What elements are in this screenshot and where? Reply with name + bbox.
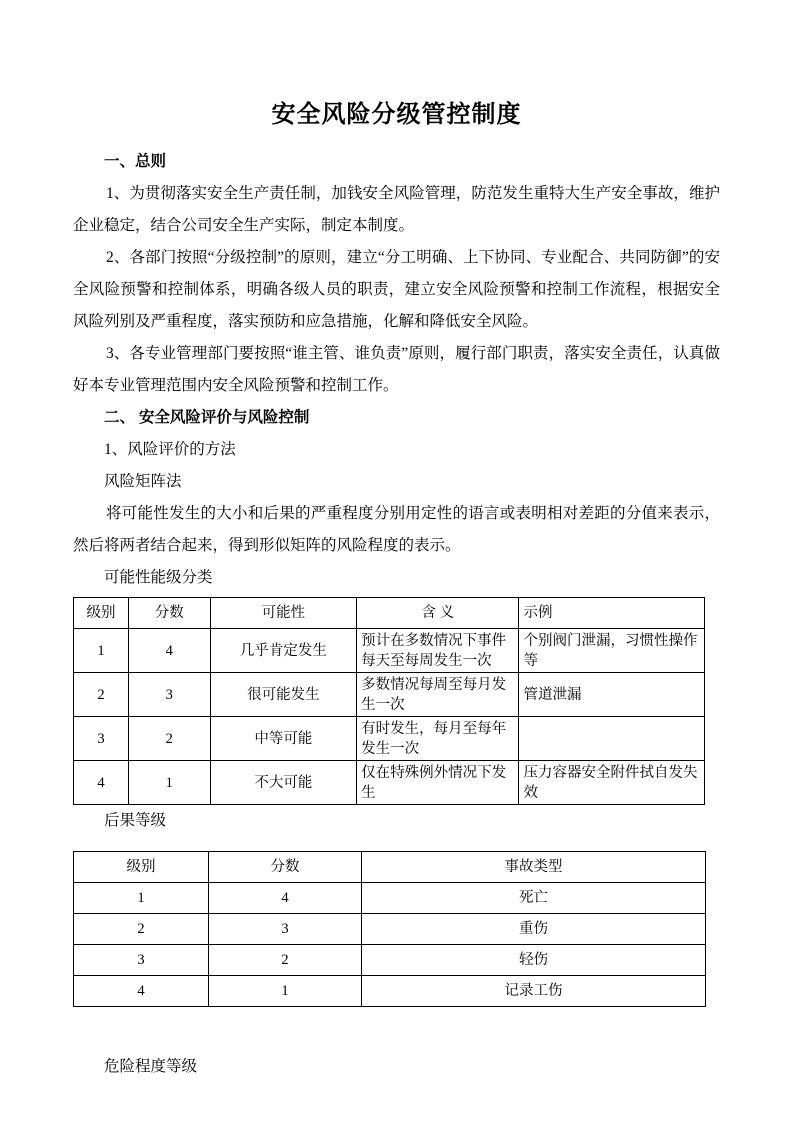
table-row [74,976,706,1007]
cell-possibility: 很可能发生 [210,673,356,717]
cell-possibility: 中等可能 [210,717,356,761]
paragraph-general-2: 2、各部门按照“分级控制”的原则，建立“分工明确、上下协同、专业配合、共同防御”的安全风险预警和控制体系，明确各级人员的职责，建立安全风险预警和控制工作流程，根据安全风险列别及严重程度，落实预防和应急措施，化解和降低安全风险。 [73,249,720,330]
cell-level: 1 [74,629,129,673]
table-row [74,673,705,717]
cell-level: 3 [74,945,209,976]
consequence-level-table [73,851,706,1007]
cell-score: 4 [209,883,362,914]
subitem-evaluation-method: 1、风险评价的方法 [104,441,236,458]
column-header-accident-type: 事故类型 [362,852,706,883]
cell-level: 2 [74,914,209,945]
column-header-meaning: 含 义 [357,598,519,629]
column-header-score: 分数 [209,852,362,883]
paragraph-general-3: 3、各专业管理部门要按照“谁主管、谁负责”原则，履行部门职责，落实安全责任，认真做好本专业管理范围内安全风险预警和控制工作。 [73,345,720,394]
cell-meaning: 多数情况每周至每月发生一次 [357,673,519,717]
cell-level: 1 [74,883,209,914]
caption-danger-degree: 危险程度等级 [104,1058,198,1075]
document-body [0,132,793,1083]
paragraph-general-1: 1、为贯彻落实安全生产责任制，加钱安全风险管理，防范发生重特大生产安全事故，维护企业稳定，结合公司安全生产实际，制定本制度。 [73,185,720,234]
section-heading-general-rules: 一、总则 [104,153,167,170]
cell-score: 3 [209,914,362,945]
cell-level: 4 [74,761,129,805]
cell-example: 管道泄漏 [519,673,705,717]
table-row [74,761,705,805]
table-row [74,914,706,945]
table-row [74,629,705,673]
paragraph-matrix-description: 将可能性发生的大小和后果的严重程度分别用定性的语言或表明相对差距的分值来表示，然后将两者结合起来，得到形似矩阵的风险程度的表示。 [73,505,720,554]
table-header-row [74,598,705,629]
possibility-classification-table [73,597,705,805]
cell-possibility: 几乎肯定发生 [210,629,356,673]
column-header-level: 级别 [74,852,209,883]
table-row [74,717,705,761]
cell-example [519,717,705,761]
table-row [74,883,706,914]
cell-level: 3 [74,717,129,761]
cell-score: 4 [128,629,210,673]
table-header-row [74,852,706,883]
cell-meaning: 仅在特殊例外情况下发生 [357,761,519,805]
column-header-possibility: 可能性 [210,598,356,629]
cell-score: 1 [209,976,362,1007]
cell-score: 2 [128,717,210,761]
cell-example: 压力容器安全附件拭自发失效 [519,761,705,805]
caption-possibility-table: 可能性能级分类 [104,569,213,586]
caption-consequence-table: 后果等级 [104,812,167,829]
column-header-level: 级别 [74,598,129,629]
column-header-score: 分数 [128,598,210,629]
cell-score: 2 [209,945,362,976]
cell-score: 1 [128,761,210,805]
cell-level: 4 [74,976,209,1007]
page-title: 安全风险分级管控制度 [271,101,522,128]
table-row [74,945,706,976]
cell-accident-type: 记录工伤 [362,976,706,1007]
column-header-example: 示例 [519,598,705,629]
cell-accident-type: 重伤 [362,914,706,945]
cell-score: 3 [128,673,210,717]
cell-example: 个别阀门泄漏，习惯性操作等 [519,629,705,673]
cell-possibility: 不大可能 [210,761,356,805]
cell-meaning: 预计在多数情况下事件每天至每周发生一次 [357,629,519,673]
cell-accident-type: 轻伤 [362,945,706,976]
subitem-risk-matrix-method: 风险矩阵法 [104,473,182,490]
section-heading-risk-evaluation: 二、 安全风险评价与风险控制 [104,409,310,426]
cell-accident-type: 死亡 [362,883,706,914]
cell-level: 2 [74,673,129,717]
cell-meaning: 有时发生，每月至每年发生一次 [357,717,519,761]
